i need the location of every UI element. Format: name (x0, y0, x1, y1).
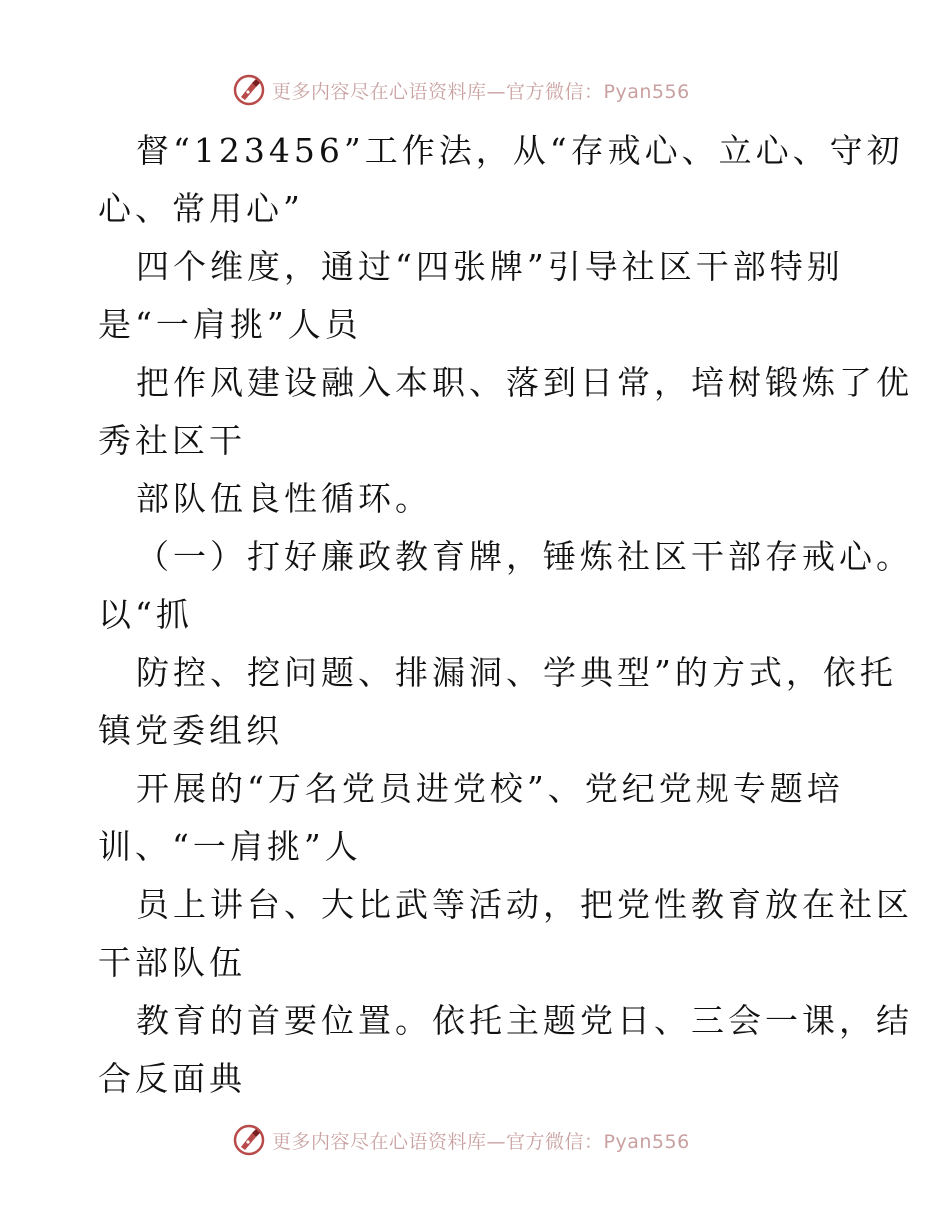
text-line: 把作风建设融入本职、落到日常，培树锻炼了优 (136, 363, 913, 402)
pen-nib-logo-icon (232, 1123, 266, 1157)
text-line: 合反面典 (98, 1059, 246, 1098)
text-line: 是“一肩挑”人员 (98, 305, 362, 344)
text-line: 防控、挖问题、排漏洞、学典型”的方式，依托 (136, 653, 897, 692)
pen-nib-logo-icon (232, 73, 266, 107)
text-line: 开展的“万名党员进党校”、党纪党规专题培 (136, 769, 844, 808)
watermark-text: 更多内容尽在心语资料库—官方微信：Pyan556 (272, 1130, 690, 1153)
text-line: 干部队伍 (98, 943, 246, 982)
text-line: 心、常用心” (98, 189, 304, 228)
text-line: 训、“一肩挑”人 (98, 827, 362, 866)
document-body (98, 122, 913, 1108)
text-line: 部队伍良性循环。 (136, 479, 432, 518)
text-line: 镇党委组织 (98, 711, 283, 750)
section-heading-line: （一）打好廉政教育牌，锤炼社区干部存戒心。 (136, 537, 913, 576)
text-line: 教育的首要位置。依托主题党日、三会一课，结 (136, 1001, 913, 1040)
watermark-text: 更多内容尽在心语资料库—官方微信：Pyan556 (272, 80, 690, 103)
footer-watermark (232, 1122, 690, 1158)
text-line: 督“123456”工作法，从“存戒心、立心、守初 (136, 131, 904, 170)
text-line: 四个维度，通过“四张牌”引导社区干部特别 (136, 247, 844, 286)
text-line: 以“抓 (98, 595, 193, 634)
text-line: 秀社区干 (98, 421, 246, 460)
text-line: 员上讲台、大比武等活动，把党性教育放在社区 (136, 885, 913, 924)
header-watermark (232, 72, 690, 108)
